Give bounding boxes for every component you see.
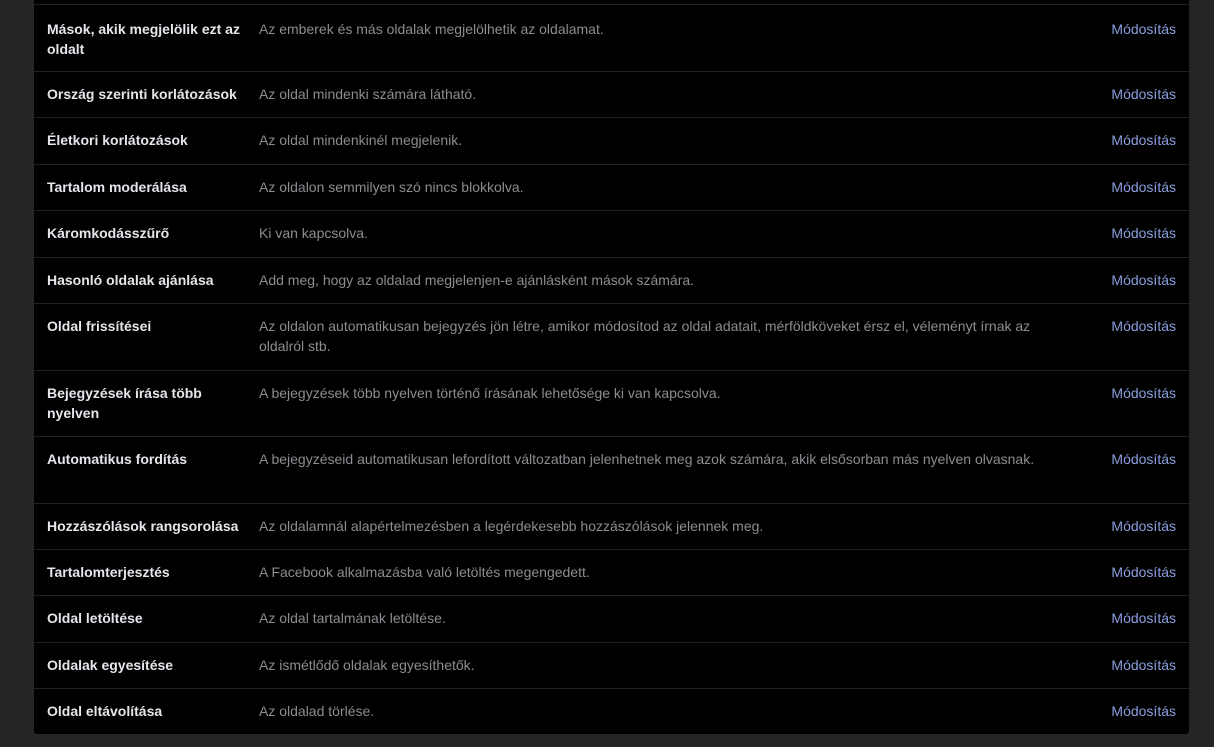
row-label: Tartalom moderálása: [47, 179, 187, 195]
row-description: Az oldalad törlése.: [259, 703, 375, 719]
row-label: Ország szerinti korlátozások: [47, 86, 237, 102]
settings-row-multilingual-posts: [34, 370, 1189, 436]
row-label: Bejegyzések írása több nyelven: [47, 385, 202, 421]
settings-row-similar-page-suggestions: [34, 257, 1189, 303]
row-description: Az oldal mindenkinél megjelenik.: [259, 132, 463, 148]
settings-row-merge-pages: [34, 642, 1189, 688]
edit-link[interactable]: Módosítás: [1111, 610, 1176, 626]
edit-link[interactable]: Módosítás: [1111, 518, 1176, 534]
edit-link[interactable]: Módosítás: [1111, 703, 1176, 719]
settings-row-content-distribution: [34, 549, 1189, 595]
row-description: A Facebook alkalmazásba való letöltés megengedett.: [259, 564, 590, 580]
row-description: Ki van kapcsolva.: [259, 225, 368, 241]
row-label: Oldalak egyesítése: [47, 657, 174, 673]
edit-link[interactable]: Módosítás: [1111, 564, 1176, 580]
row-label: Életkori korlátozások: [47, 132, 188, 148]
row-description: Add meg, hogy az oldalad megjelenjen-e ajánlásként mások számára.: [259, 272, 695, 288]
settings-row-others-tagging: [34, 4, 1189, 71]
row-label: Mások, akik megjelölik ezt az oldalt: [47, 21, 240, 57]
settings-row-age-restrictions: [34, 117, 1189, 164]
row-description: Az oldalon automatikusan bejegyzés jön létre, amikor módosítod az oldal adatait, mérföldköveket érsz el, véleményt írnak az oldalról stb.: [259, 318, 1031, 354]
row-label: Oldal frissítései: [47, 318, 152, 334]
settings-panel: [34, 0, 1189, 734]
row-label: Káromkodásszűrő: [47, 225, 170, 241]
row-description: A bejegyzéseid automatikusan lefordított változatban jelenhetnek meg azok számára, akik elsősorban más nyelven olvasnak.: [259, 451, 1035, 467]
edit-link[interactable]: Módosítás: [1111, 21, 1176, 37]
settings-row-content-moderation: [34, 164, 1189, 210]
settings-list: [34, 0, 1189, 734]
settings-row-remove-page: [34, 688, 1189, 734]
row-label: Hozzászólások rangsorolása: [47, 518, 239, 534]
settings-row-page-updates: [34, 303, 1189, 370]
settings-row-auto-translation: [34, 436, 1189, 503]
edit-link[interactable]: Módosítás: [1111, 318, 1176, 334]
row-description: Az oldal mindenki számára látható.: [259, 86, 477, 102]
row-description: Az oldalon semmilyen szó nincs blokkolva.: [259, 179, 524, 195]
settings-row-country-restrictions: [34, 71, 1189, 117]
row-description: Az emberek és más oldalak megjelölhetik az oldalamat.: [259, 21, 604, 37]
settings-row-profanity-filter: [34, 210, 1189, 257]
settings-row-comment-ranking: [34, 503, 1189, 549]
edit-link[interactable]: Módosítás: [1111, 451, 1176, 467]
row-description: Az ismétlődő oldalak egyesíthetők.: [259, 657, 475, 673]
edit-link[interactable]: Módosítás: [1111, 179, 1176, 195]
edit-link[interactable]: Módosítás: [1111, 225, 1176, 241]
row-label: Oldal letöltése: [47, 610, 143, 626]
edit-link[interactable]: Módosítás: [1111, 86, 1176, 102]
row-label: Tartalomterjesztés: [47, 564, 170, 580]
row-description: Az oldalamnál alapértelmezésben a legérdekesebb hozzászólások jelennek meg.: [259, 518, 764, 534]
row-description: A bejegyzések több nyelven történő írásának lehetősége ki van kapcsolva.: [259, 385, 721, 401]
row-description: Az oldal tartalmának letöltése.: [259, 610, 446, 626]
edit-link[interactable]: Módosítás: [1111, 132, 1176, 148]
row-label: Hasonló oldalak ajánlása: [47, 272, 214, 288]
row-label: Automatikus fordítás: [47, 451, 188, 467]
edit-link[interactable]: Módosítás: [1111, 657, 1176, 673]
row-label: Oldal eltávolítása: [47, 703, 163, 719]
edit-link[interactable]: Módosítás: [1111, 385, 1176, 401]
edit-link[interactable]: Módosítás: [1111, 272, 1176, 288]
settings-row-download-page: [34, 595, 1189, 642]
